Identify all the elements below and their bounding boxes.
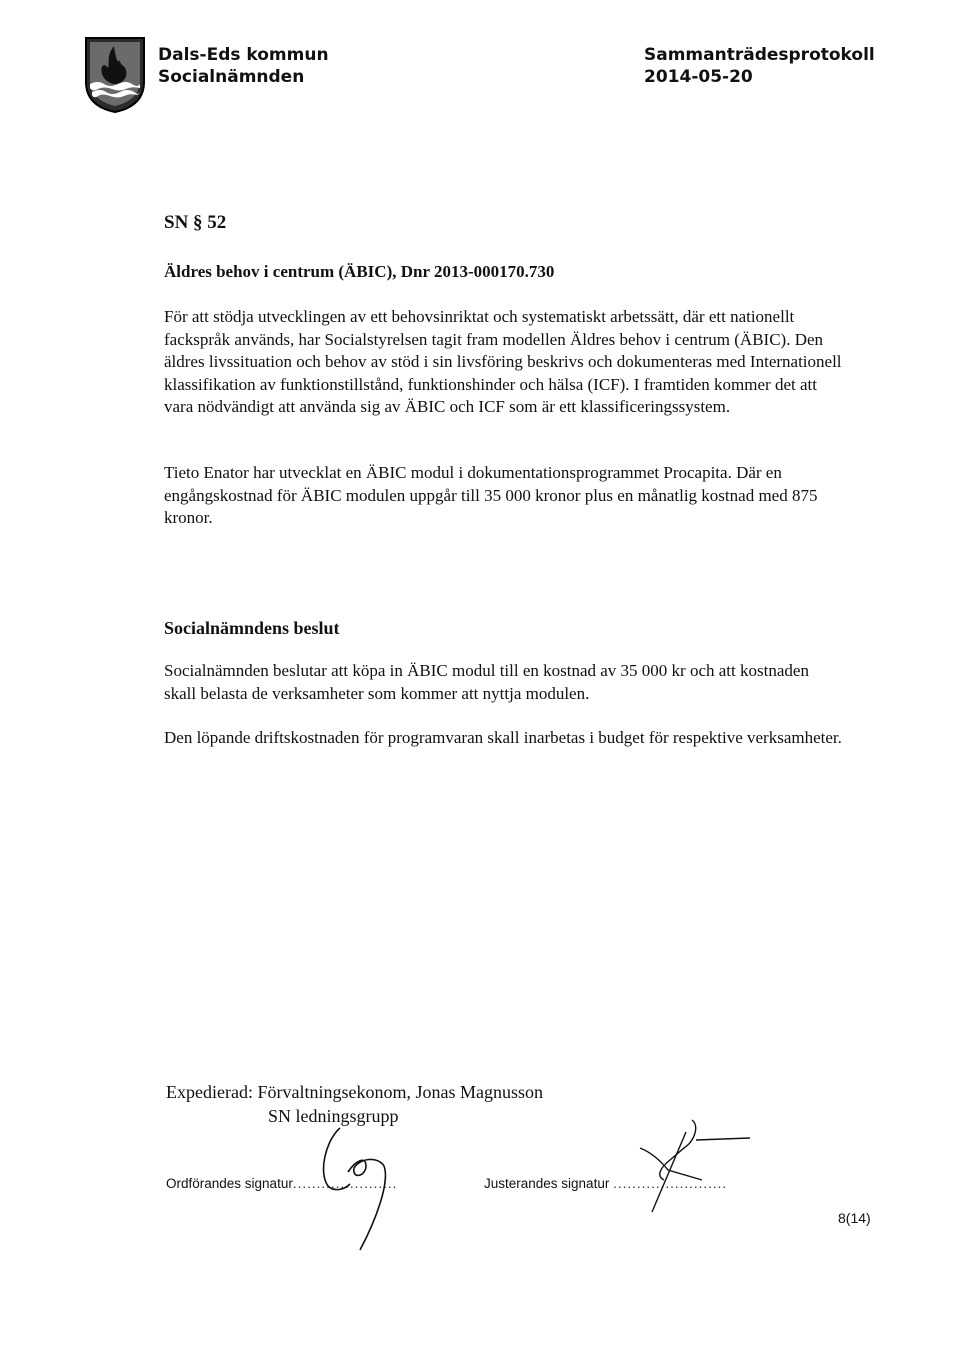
organization-name: Dals-Eds kommun bbox=[158, 45, 329, 65]
municipal-coat-of-arms-icon bbox=[84, 36, 146, 114]
document-type: Sammanträdesprotokoll bbox=[644, 45, 875, 65]
page-number: 8(14) bbox=[838, 1210, 871, 1226]
organization-block bbox=[158, 44, 329, 88]
adjuster-initials-signature bbox=[640, 1120, 750, 1212]
chair-signature-dots: ...................... bbox=[292, 1176, 398, 1191]
adjuster-signature-label: Justerandes signatur bbox=[484, 1176, 610, 1191]
department-name: Socialnämnden bbox=[158, 67, 305, 87]
chair-signature-field bbox=[166, 1176, 397, 1191]
paragraph-cost: Tieto Enator har utvecklat en ÄBIC modul i dokumentationsprogrammet Procapita. Där en engångskostnad för ÄBIC modulen uppgår till 35 000 kronor plus en månatlig kostnad med 875 kronor. bbox=[164, 463, 818, 527]
section-number: SN § 52 bbox=[164, 212, 227, 233]
paragraph-background: För att stödja utvecklingen av ett behovsinriktat och systematiskt arbetssätt, där ett nationellt fackspråk används, har Socialstyrelsen tagit fram modellen Äldres behov i centrum (ÄBIC). Den äldres livssituation och behov av stöd i sin livsföring beskrivs och dokumenteras med Internationell klassifikation av funktionstillstånd, funktionshinder och hälsa (ICF). I framtiden kommer det att vara nödvändigt att använda sig av ÄBIC och ICF som är ett klassificeringssystem. bbox=[164, 307, 842, 416]
adjuster-signature-field bbox=[484, 1176, 727, 1191]
protocol-block bbox=[644, 44, 874, 88]
decision-paragraph-1: Socialnämnden beslutar att köpa in ÄBIC modul till en kostnad av 35 000 kr och att kostnaden skall belasta de verksamheter som kommer att nyttja modulen. bbox=[164, 661, 809, 703]
decision-paragraph-2: Den löpande driftskostnaden för programvaran skall inarbetas i budget för respektive verksamheter. bbox=[164, 728, 842, 747]
chair-signature-label: Ordförandes signatur bbox=[166, 1176, 293, 1191]
distribution-line-1: Expedierad: Förvaltningsekonom, Jonas Magnusson bbox=[166, 1082, 543, 1102]
page-header bbox=[84, 36, 874, 116]
decision-heading: Socialnämndens beslut bbox=[164, 618, 340, 638]
item-title: Äldres behov i centrum (ÄBIC), Dnr 2013-000170.730 bbox=[164, 262, 555, 281]
distribution-block bbox=[166, 1080, 543, 1128]
distribution-line-2: SN ledningsgrupp bbox=[268, 1106, 399, 1126]
meeting-date: 2014-05-20 bbox=[644, 67, 753, 87]
adjuster-signature-dots: ........................ bbox=[613, 1176, 728, 1191]
